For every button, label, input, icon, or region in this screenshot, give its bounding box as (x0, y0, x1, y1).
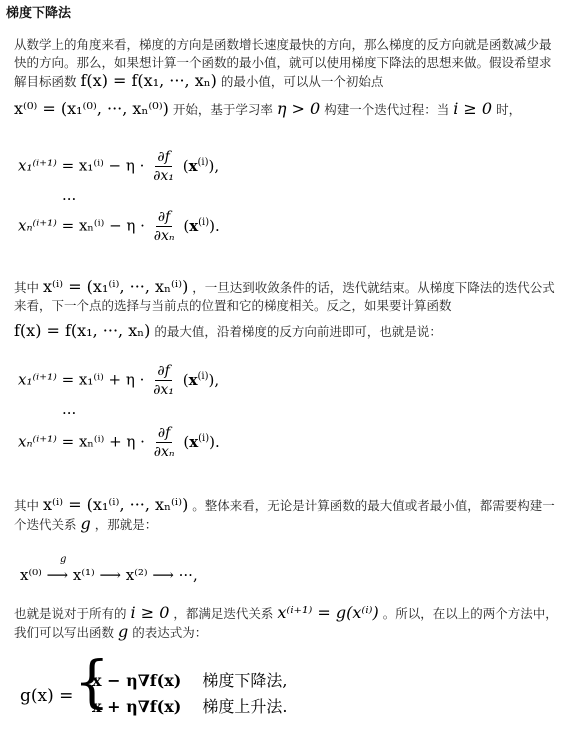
paragraph-4-text-a: 也就是说对于所有的 (14, 606, 127, 621)
paragraph-3-text-b: 。整体来看，无论是计算函数的最大值或者最小值，都需要构建一个迭代关系 (14, 498, 555, 532)
iteration-relation: x⁽ⁱ⁺¹⁾ = g(x⁽ⁱ⁾) (277, 603, 379, 622)
paragraph-2-text-b: ，一旦达到收敛条件的话，迭代就结束。从梯度下降法的迭代公式来看，下一个点的选择与当前点的位置和它的梯度相关。反之，如果要计算函数 (14, 280, 555, 313)
eq3-lhs: x₁⁽ⁱ⁺¹⁾ (18, 370, 57, 389)
ascent-equation-2: xₙ⁽ⁱ⁺¹⁾ = xₙ⁽ⁱ⁾ + η · $\frac{\partial f}{\text{∂xₙ}}$ $(x^{(i)})$. (18, 425, 220, 460)
paragraph-1-line2 (14, 100, 562, 119)
iterate-definition-2: x⁽ⁱ⁾ = (x₁⁽ⁱ⁾, ···, xₙ⁽ⁱ⁾) (43, 495, 189, 514)
section-title: 梯度下降法 (6, 6, 72, 21)
g-symbol-2: g (118, 622, 129, 641)
paragraph-3-text-c: ，那就是： (94, 517, 158, 532)
eq3-rhs: = x₁⁽ⁱ⁾ + η · (61, 370, 145, 389)
paragraph-1-text: 从数学上的角度来看，梯度的方向是函数增长速度最快的方向，那么梯度的反方向就是函数减少最快的方向。那么，如果想计算一个函数的最小值，就可以使用梯度下降法的思想来做。假设希望求解目标函数 (14, 37, 552, 89)
paragraph-2-line3 (14, 322, 562, 341)
ascent-equation-1: x₁⁽ⁱ⁺¹⁾ = x₁⁽ⁱ⁾ + η · $\frac{\partial f}{\text{∂x₁}}$ $(x^{(i)})$, (18, 363, 220, 398)
paragraph-4-text-c: 。所以，在以上的两个方法中，我们可以写出函数 (14, 606, 558, 640)
paragraph-1-text-d: 构建一个迭代过程：当 (324, 102, 450, 117)
left-brace: { (74, 650, 110, 715)
eq2-lhs: xₙ⁽ⁱ⁺¹⁾ (18, 216, 57, 235)
case-descent-label: 梯度下降法, (202, 671, 288, 690)
descent-equation-2: xₙ⁽ⁱ⁺¹⁾ = xₙ⁽ⁱ⁾ − η · $\frac{\partial f}{\text{∂xₙ}}$ $(x^{(i)})$. (18, 209, 220, 244)
chain-expression: x⁽⁰⁾ ⟶ x⁽¹⁾ ⟶ x⁽²⁾ ⟶ ···, (20, 566, 198, 584)
case-ascent-label: 梯度上升法. (202, 697, 288, 716)
initial-point: x⁽⁰⁾ = (x₁⁽⁰⁾, ···, xₙ⁽⁰⁾) (14, 99, 169, 118)
partial-fraction-1: $\frac{\partial f}{\text{∂x₁}}$ (153, 149, 174, 184)
partial-fraction-3: $\frac{\partial f}{\text{∂x₁}}$ (153, 363, 174, 398)
paragraph-2-text-a: 其中 (14, 280, 40, 295)
partial-fraction-4: $\frac{\partial f}{\text{∂xₙ}}$ (153, 425, 175, 460)
eq2-rhs: = xₙ⁽ⁱ⁾ − η · (61, 216, 145, 235)
eq4-lhs: xₙ⁽ⁱ⁺¹⁾ (18, 432, 57, 451)
paragraph-2 (14, 278, 562, 315)
learning-rate-condition: η > 0 (276, 99, 321, 118)
eq1-lhs: x₁⁽ⁱ⁺¹⁾ (18, 156, 57, 175)
case-ascent-expr: x + η∇f(x) (92, 697, 182, 716)
paragraph-1 (14, 36, 562, 91)
paragraph-4-text-b: ，都满足迭代关系 (173, 606, 274, 621)
case-descent (92, 668, 288, 691)
dots-2: ··· (62, 404, 77, 422)
descent-equation-1: x₁⁽ⁱ⁺¹⁾ = x₁⁽ⁱ⁾ − η · $\frac{\partial f}{\text{∂x₁}}$ $(x^{(i)})$, (18, 149, 220, 184)
chain-label: g (60, 554, 67, 565)
index-condition: i ≥ 0 (453, 99, 493, 118)
dots-1: ··· (62, 190, 77, 208)
eq4-rhs: = xₙ⁽ⁱ⁾ + η · (61, 432, 145, 451)
iteration-chain (20, 554, 198, 584)
case-descent-expr: x − η∇f(x) (92, 671, 182, 690)
paragraph-3 (14, 496, 562, 534)
index-condition-2: i ≥ 0 (130, 603, 170, 622)
g-definition-lhs: g(x) = (20, 686, 74, 706)
case-ascent (92, 694, 288, 717)
objective-function: f(x) = f(x₁, ···, xₙ) (80, 71, 217, 90)
eq1-rhs: = x₁⁽ⁱ⁾ − η · (61, 156, 145, 175)
paragraph-1-text-e: 时， (496, 102, 522, 117)
iterate-definition: x⁽ⁱ⁾ = (x₁⁽ⁱ⁾, ···, xₙ⁽ⁱ⁾) (43, 277, 189, 296)
paragraph-2-text-c: 的最大值，沿着梯度的反方向前进即可，也就是说： (154, 324, 442, 339)
paragraph-4-text-d: 的表达式为： (132, 625, 208, 640)
partial-fraction-2: $\frac{\partial f}{\text{∂xₙ}}$ (153, 209, 175, 244)
paragraph-1-text-b: 的最小值，可以从一个初始点 (220, 74, 384, 89)
paragraph-1-text-c: 开始，基于学习率 (172, 102, 273, 117)
g-symbol: g (80, 514, 91, 533)
paragraph-3-text-a: 其中 (14, 498, 40, 513)
objective-function-2: f(x) = f(x₁, ···, xₙ) (14, 321, 151, 340)
paragraph-4 (14, 604, 562, 642)
